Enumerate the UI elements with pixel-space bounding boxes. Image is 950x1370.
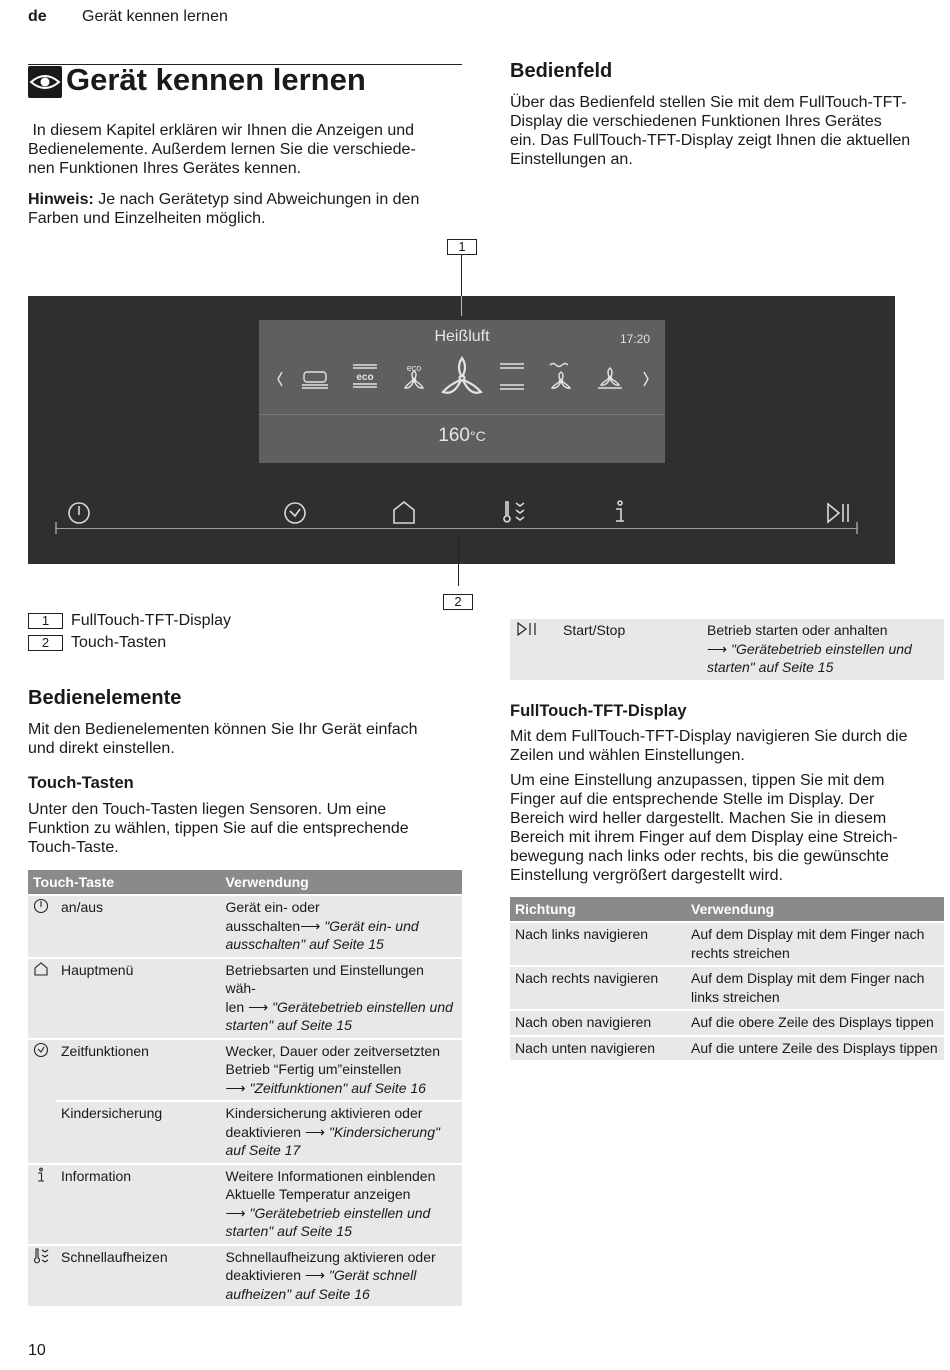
table-row: Nach rechts navigieren Auf dem Display mit dem Finger nach links streichen — [510, 966, 944, 1010]
page-title: Gerät kennen lernen — [66, 62, 366, 97]
fulltouch-paragraph-1: Mit dem FullTouch-TFT-Display navigieren Sie durch die Zeilen und wählen Einstellungen. — [510, 728, 908, 764]
legend-num-2: 2 — [28, 635, 63, 651]
fan-grill-icon — [550, 364, 570, 389]
power-icon — [33, 898, 49, 914]
top-bottom-heat-icon — [500, 364, 524, 389]
bedienelemente-paragraph: Mit den Bedienelementen können Sie Ihr Gerät einfach und direkt einstellen. — [28, 721, 418, 757]
table-row: Schnellaufheizen Schnellaufheizung aktivieren oder deaktivieren ⟶ "Gerät schnell aufheizen" auf Seite 16 — [28, 1245, 462, 1307]
callout-2: 2 — [443, 594, 473, 610]
note-paragraph: Hinweis: Je nach Gerätetyp sind Abweichungen in den Farben und Einzelheiten möglich. — [28, 191, 420, 227]
fulltouch-paragraph-2: Um eine Einstellung anzupassen, tippen Sie mit dem Finger auf die entsprechende Stelle im Display. Der Bereich wird heller dargestellt. Machen Sie in diesem Bereich mit ihrem Finger auf dem Display eine Streich- bewegung nach links oder rechts, bis die gewünschte Einstellung vergrößert dargestellt wird. — [510, 772, 898, 884]
display-time: 17:20 — [620, 332, 651, 346]
eco-fan-icon — [405, 371, 423, 388]
header-language: de — [28, 8, 47, 25]
table-row: Kindersicherung Kindersicherung aktivieren oder deaktivieren ⟶ "Kindersicherung" auf Seite 17 — [28, 1101, 462, 1164]
clock-key-icon — [285, 503, 305, 523]
table-row: Hauptmenü Betriebsarten und Einstellungen wäh- len ⟶ "Gerätebetrieb einstellen und starten" auf Seite 15 — [28, 958, 462, 1039]
fulltouch-heading: FullTouch-TFT-Display — [510, 702, 687, 720]
touch-keys-table — [28, 870, 462, 1306]
table-row: Nach oben navigieren Auf die obere Zeile des Displays tippen — [510, 1010, 944, 1036]
home-key-icon — [394, 502, 414, 523]
touch-slider-line — [56, 528, 858, 529]
table-row: Nach unten navigieren Auf die untere Zeile des Displays tippen — [510, 1036, 944, 1061]
touch-key-row — [28, 490, 895, 542]
start-stop-table — [510, 619, 944, 680]
legend-num-1: 1 — [28, 613, 63, 629]
header-title: Gerät kennen lernen — [82, 8, 228, 25]
navigation-table — [510, 897, 944, 1060]
table-row: Zeitfunktionen Wecker, Dauer oder zeitversetzten Betrieb “Fertig um”einstellen ⟶ "Zeitfunktionen" auf Seite 16 — [28, 1039, 462, 1102]
chevron-right-icon — [644, 372, 648, 386]
note-label: Hinweis: — [28, 191, 94, 208]
page-number: 10 — [28, 1342, 46, 1359]
chevron-left-icon — [278, 372, 282, 386]
display-temperature[interactable]: 160°C — [438, 425, 486, 446]
power-key-icon — [69, 503, 89, 523]
clock-icon — [33, 1042, 49, 1058]
table-row: an/aus Gerät ein- oder ausschalten⟶ "Gerät ein- und ausschalten" auf Seite 15 — [28, 895, 462, 958]
start-stop-key-icon — [828, 504, 848, 522]
table-header-use: Verwendung — [221, 870, 463, 895]
eco-fan-label: eco — [406, 363, 422, 373]
info-key-icon — [616, 501, 624, 521]
table-header-use: Verwendung — [686, 897, 944, 922]
bedienfeld-heading: Bedienfeld — [510, 60, 613, 82]
eye-icon — [28, 66, 62, 98]
touch-tasten-heading: Touch-Tasten — [28, 774, 134, 792]
table-row: Information Weitere Informationen einblenden Aktuelle Temperatur anzeigen ⟶ "Gerätebetrieb einstellen und starten" auf Seite 15 — [28, 1164, 462, 1245]
rapid-heat-icon — [33, 1248, 51, 1264]
callout-2-leader — [458, 534, 459, 586]
legend-label-2: Touch-Tasten — [71, 634, 167, 651]
display-mode-title: Heißluft — [434, 328, 490, 345]
table-header-direction: Richtung — [510, 897, 686, 922]
fan-bottom-heat-icon — [598, 368, 622, 388]
table-header-key: Touch-Taste — [28, 870, 221, 895]
eco-label: eco — [356, 372, 374, 383]
pizza-icon — [302, 372, 328, 388]
display-separator — [259, 414, 665, 415]
start-stop-icon — [515, 621, 539, 637]
bedienelemente-heading: Bedienelemente — [28, 687, 182, 709]
table-row: Nach links navigieren Auf dem Display mit dem Finger nach rechts streichen — [510, 922, 944, 966]
bedienfeld-paragraph: Über das Bedienfeld stellen Sie mit dem FullTouch-TFT- Display die verschiedenen Funktionen Ihres Gerätes ein. Das FullTouch-TFT-Display zeigt Ihnen die aktuellen Einstellungen an. — [510, 94, 911, 168]
callout-1: 1 — [447, 239, 477, 255]
home-icon — [33, 961, 49, 977]
display-icon-row — [259, 350, 665, 406]
rapid-heat-key-icon — [504, 502, 524, 522]
callout-1-leader-inner — [461, 296, 462, 316]
touch-tasten-paragraph: Unter den Touch-Tasten liegen Sensoren. Um eine Funktion zu wählen, tippen Sie auf die entsprechende Touch-Taste. — [28, 801, 409, 856]
hot-air-fan-icon — [443, 358, 481, 393]
table-row: Start/Stop Betrieb starten oder anhalten ⟶ "Gerätebetrieb einstellen und starten" auf Seite 15 — [510, 619, 944, 680]
intro-paragraph: In diesem Kapitel erklären wir Ihnen die Anzeigen und Bedienelemente. Außerdem lernen Sie die verschiede- nen Funktionen Ihres Gerätes kennen. — [28, 122, 416, 177]
info-icon — [33, 1167, 49, 1183]
legend-label-1: FullTouch-TFT-Display — [71, 612, 232, 629]
